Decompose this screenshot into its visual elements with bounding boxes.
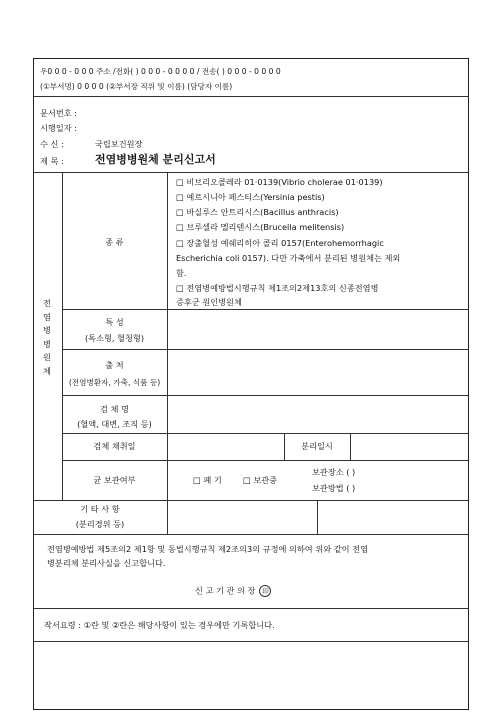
- divider: [62, 309, 469, 310]
- type-option-ehec-cont: Escherichia coli 0157). 다만 가축에서 분리된 병원체는 제외: [176, 253, 401, 263]
- specimen-sub-label: (혈액, 대변, 조직 등): [77, 419, 152, 429]
- writing-guide-note: 작서요령 : ①란 및 ②란은 해당사항이 있는 경우에만 기록합니다.: [44, 620, 275, 630]
- divider: [62, 433, 469, 434]
- divider: [33, 608, 469, 609]
- seal-mark: 印: [259, 585, 271, 597]
- isolate-date-label: 분리일시: [301, 441, 333, 451]
- recipient-label: 수 신 :: [40, 139, 64, 149]
- feature-sub-label: (독소형, 혈청형): [84, 333, 145, 343]
- divider: [62, 349, 469, 350]
- type-option-bacillus[interactable]: □ 바실루스 안트리시스(Bacillus anthracis): [176, 207, 339, 217]
- other-label: 기 타 사 항: [80, 504, 120, 514]
- header-department-line: (①부서명) 0 0 0 0 (②부서장 직위 및 이름) (담당자 이름): [40, 82, 233, 91]
- type-option-vibrio[interactable]: □ 비브리오콜레라 01·0139(Vibrio cholerae 01·0139): [176, 177, 383, 187]
- discard-option[interactable]: □ 폐 기: [193, 475, 222, 485]
- divider: [167, 172, 168, 534]
- signer-label: 신 고 기 관 의 장: [195, 585, 256, 596]
- keep-option[interactable]: □ 보관중: [243, 475, 278, 485]
- divider: [33, 172, 469, 173]
- source-sub-label: (전염병환자, 가축, 식품 등): [68, 378, 161, 387]
- specimen-label: 검 체 명: [100, 404, 129, 414]
- divider: [62, 460, 469, 461]
- divider: [33, 641, 469, 642]
- type-option-ehec-cont2: 함.: [176, 268, 187, 278]
- subject-label: 제 목 :: [40, 156, 64, 166]
- type-option-new-disease[interactable]: □ 전염병예방법시행규칙 제1조의2제13호의 신종전염병: [176, 283, 379, 293]
- divider: [33, 96, 469, 97]
- other-sub-label: (분리경위 등): [75, 519, 125, 529]
- storage-place-label: 보관장소 ( ): [312, 467, 356, 477]
- type-label: 종 류: [105, 237, 124, 247]
- header-address-line: 우0 0 0 - 0 0 0 주소 /전화( ) 0 0 0 - 0 0 0 0 / 전송( ) 0 0 0 - 0 0 0 0: [40, 67, 281, 76]
- date-label: 시행일자 :: [40, 123, 77, 133]
- type-option-ehec[interactable]: □ 장출혈성 예쉐리히아 콜리 0157(Enterohemorrhagic: [176, 238, 384, 248]
- subject-title: 전염병병원체 분리신고서: [95, 153, 216, 166]
- type-option-yersinia[interactable]: □ 예르시니아 페스티스(Yersinia pestis): [176, 192, 325, 202]
- type-option-new-disease-cont: 증후군 원인병원체: [176, 297, 242, 307]
- storage-label: 균 보관여부: [93, 475, 136, 485]
- storage-method-label: 보관방법 ( ): [312, 483, 356, 493]
- declaration-line-2: 병분리체 분리사실을 신고합니다.: [47, 558, 166, 568]
- divider: [317, 500, 318, 534]
- source-label: 출 처: [105, 360, 124, 370]
- doc-number-label: 문서번호 :: [40, 108, 77, 118]
- signer-line: [195, 585, 271, 597]
- type-option-brucella[interactable]: □ 브루셀라 멜리텐시스(Brucella melitensis): [176, 222, 345, 232]
- divider: [33, 500, 469, 501]
- divider: [33, 534, 469, 535]
- divider: [350, 433, 351, 460]
- section-vertical-label: 전염병병원체: [43, 298, 51, 376]
- divider: [62, 395, 469, 396]
- declaration-line-1: 전염병예방법 제5조의2 제1항 및 동법시행규칙 제2조의3의 규정에 의하여 위와 같이 전염: [47, 544, 368, 554]
- recipient-value: 국립보건원장: [95, 139, 143, 149]
- feature-label: 특 성: [105, 317, 124, 327]
- collect-date-label: 검체 채취일: [93, 441, 136, 451]
